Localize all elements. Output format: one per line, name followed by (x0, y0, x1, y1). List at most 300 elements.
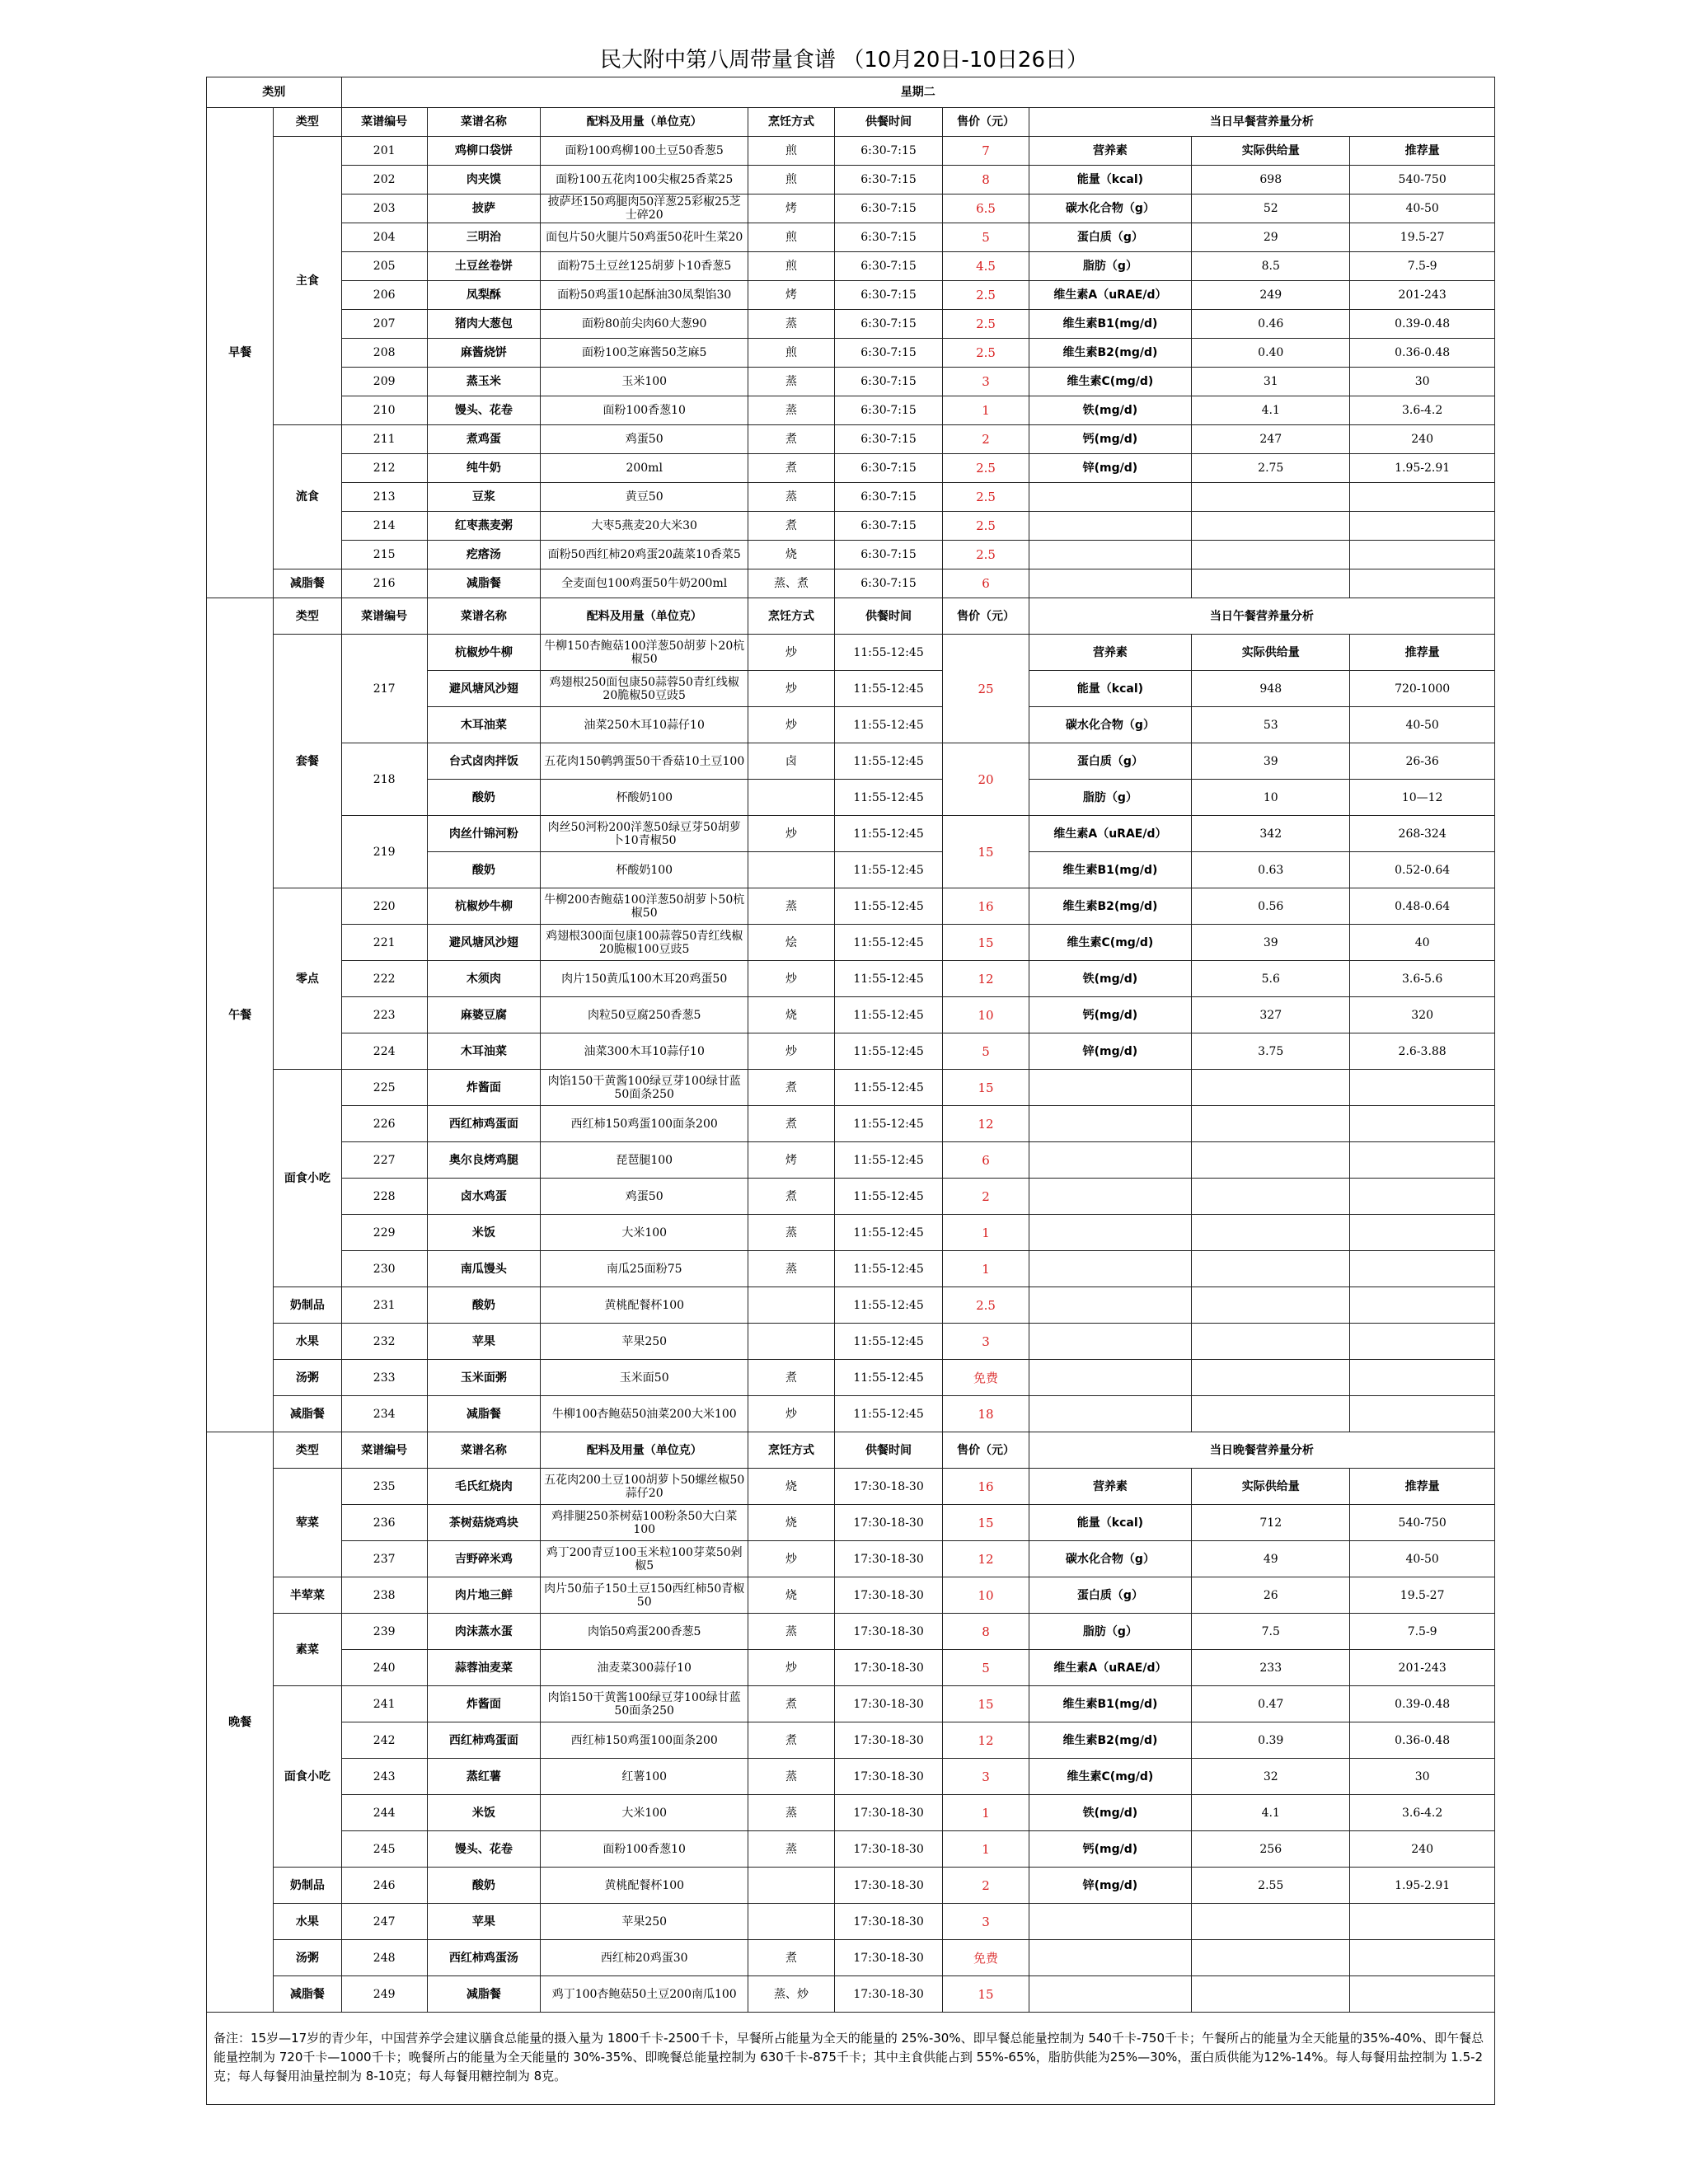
dish-time: 17:30-18-30 (834, 1831, 943, 1868)
dish-code: 227 (341, 1142, 427, 1179)
dish-time: 11:55-12:45 (834, 1033, 943, 1070)
dish-ingredients: 牛柳150杏鲍菇100洋葱50胡萝卜20杭椒50 (540, 635, 748, 671)
nutrient-header: 营养素 (1029, 137, 1192, 166)
table-row (207, 1360, 1495, 1396)
dish-method: 煎 (748, 166, 834, 194)
dish-time: 11:55-12:45 (834, 1106, 943, 1142)
dish-name: 杭椒炒牛柳 (427, 635, 540, 671)
dish-price: 10 (943, 997, 1029, 1033)
nutrient-name (1029, 483, 1192, 512)
dish-method (748, 1324, 834, 1360)
dish-ingredients: 鸡丁100杏鲍菇50土豆200南瓜100 (540, 1976, 748, 2013)
dish-ingredients: 苹果250 (540, 1324, 748, 1360)
group-type: 奶制品 (274, 1287, 341, 1324)
dish-method: 烧 (748, 997, 834, 1033)
dish-ingredients: 玉米面50 (540, 1360, 748, 1396)
dish-time: 17:30-18-30 (834, 1577, 943, 1614)
nutrient-recommended: 201-243 (1350, 281, 1495, 310)
nutrient-actual: 0.46 (1192, 310, 1350, 339)
dish-price: 20 (943, 743, 1029, 816)
nutrient-recommended (1350, 1179, 1495, 1215)
menu-table (206, 77, 1495, 2105)
group-type: 素菜 (274, 1614, 341, 1686)
dish-time: 17:30-18-30 (834, 1469, 943, 1505)
dish-code: 226 (341, 1106, 427, 1142)
nutrient-name: 维生素A（uRAE/d） (1029, 1650, 1192, 1686)
dish-ingredients: 面粉50西红柿20鸡蛋20蔬菜10香菜5 (540, 541, 748, 569)
dish-code: 245 (341, 1831, 427, 1868)
table-row (207, 1033, 1495, 1070)
group-type: 减脂餐 (274, 569, 341, 598)
dish-code: 241 (341, 1686, 427, 1722)
dish-price: 4.5 (943, 252, 1029, 281)
dish-price: 16 (943, 888, 1029, 925)
dish-time: 11:55-12:45 (834, 671, 943, 707)
dish-price: 5 (943, 1033, 1029, 1070)
table-row (207, 743, 1495, 780)
dish-name: 奥尔良烤鸡腿 (427, 1142, 540, 1179)
dish-method: 煮 (748, 1106, 834, 1142)
dish-ingredients: 200ml (540, 454, 748, 483)
dish-name: 肉片地三鲜 (427, 1577, 540, 1614)
nutrient-actual: 0.63 (1192, 852, 1350, 888)
table-row (207, 1614, 1495, 1650)
table-row (207, 925, 1495, 961)
group-type: 水果 (274, 1324, 341, 1360)
dish-price: 2.5 (943, 454, 1029, 483)
dish-price: 1 (943, 1215, 1029, 1251)
nutrient-name: 钙(mg/d) (1029, 1831, 1192, 1868)
dish-ingredients: 五花肉150鹌鹑蛋50干香菇10土豆100 (540, 743, 748, 780)
dish-price: 12 (943, 1106, 1029, 1142)
dish-method: 烤 (748, 194, 834, 223)
table-row (207, 108, 1495, 137)
dish-code: 247 (341, 1904, 427, 1940)
nutrient-recommended: 240 (1350, 1831, 1495, 1868)
nutrient-name: 钙(mg/d) (1029, 425, 1192, 454)
nutrient-name (1029, 1324, 1192, 1360)
dish-code: 229 (341, 1215, 427, 1251)
nutrient-actual: 10 (1192, 780, 1350, 816)
nutrient-actual: 342 (1192, 816, 1350, 852)
dish-method: 蒸 (748, 310, 834, 339)
dish-ingredients: 西红柿150鸡蛋100面条200 (540, 1722, 748, 1759)
dish-price: 1 (943, 1251, 1029, 1287)
nutrient-recommended: 1.95-2.91 (1350, 454, 1495, 483)
table-row (207, 1469, 1495, 1505)
nutrient-name (1029, 1360, 1192, 1396)
dish-name: 毛氏红烧肉 (427, 1469, 540, 1505)
dish-name: 鸡柳口袋饼 (427, 137, 540, 166)
dish-time: 11:55-12:45 (834, 888, 943, 925)
nutrient-recommended (1350, 1142, 1495, 1179)
dish-time: 17:30-18-30 (834, 1976, 943, 2013)
dish-method: 蒸 (748, 1251, 834, 1287)
dish-price: 2.5 (943, 310, 1029, 339)
table-row (207, 2013, 1495, 2105)
nutrient-name: 脂肪（g） (1029, 1614, 1192, 1650)
meal-label: 早餐 (207, 108, 274, 598)
dish-code: 243 (341, 1759, 427, 1795)
dish-method: 炒 (748, 1396, 834, 1432)
dish-method: 烤 (748, 281, 834, 310)
dish-time: 17:30-18-30 (834, 1505, 943, 1541)
col-header-price: 售价（元） (943, 1432, 1029, 1469)
day-header: 星期二 (341, 77, 1494, 108)
dish-name: 麻婆豆腐 (427, 997, 540, 1033)
nutrient-name: 脂肪（g） (1029, 780, 1192, 816)
dish-time: 6:30-7:15 (834, 396, 943, 425)
table-row (207, 368, 1495, 396)
nutrient-actual: 4.1 (1192, 1795, 1350, 1831)
table-row (207, 77, 1495, 108)
dish-price: 10 (943, 1577, 1029, 1614)
dish-name: 减脂餐 (427, 569, 540, 598)
nutrient-actual: 249 (1192, 281, 1350, 310)
dish-method (748, 1868, 834, 1904)
dish-code: 218 (341, 743, 427, 816)
dish-code: 246 (341, 1868, 427, 1904)
dish-code: 221 (341, 925, 427, 961)
nutrient-actual (1192, 1904, 1350, 1940)
nutrient-name: 能量（kcal) (1029, 671, 1192, 707)
dish-method: 蒸 (748, 368, 834, 396)
nutrient-actual: 49 (1192, 1541, 1350, 1577)
group-type: 减脂餐 (274, 1976, 341, 2013)
nutrient-recommended (1350, 1976, 1495, 2013)
col-header-type: 类型 (274, 598, 341, 635)
dish-time: 17:30-18-30 (834, 1904, 943, 1940)
dish-ingredients: 肉粒50豆腐250香葱5 (540, 997, 748, 1033)
dish-ingredients: 面粉80前尖肉60大葱90 (540, 310, 748, 339)
dish-name: 炸酱面 (427, 1070, 540, 1106)
dish-method: 煎 (748, 252, 834, 281)
group-type: 流食 (274, 425, 341, 569)
dish-name: 披萨 (427, 194, 540, 223)
dish-method: 煮 (748, 1686, 834, 1722)
dish-name: 南瓜馒头 (427, 1251, 540, 1287)
group-type: 套餐 (274, 635, 341, 888)
dish-method: 炒 (748, 671, 834, 707)
dish-name: 减脂餐 (427, 1976, 540, 2013)
nutrient-actual: 2.55 (1192, 1868, 1350, 1904)
dish-time: 6:30-7:15 (834, 339, 943, 368)
dish-method: 蒸 (748, 1614, 834, 1650)
nutrient-recommended: 7.5-9 (1350, 252, 1495, 281)
table-row (207, 1179, 1495, 1215)
dish-price: 5 (943, 1650, 1029, 1686)
nutrient-name (1029, 569, 1192, 598)
dish-price: 12 (943, 1541, 1029, 1577)
dish-method: 煮 (748, 1070, 834, 1106)
actual-header: 实际供给量 (1192, 137, 1350, 166)
dish-ingredients: 面包片50火腿片50鸡蛋50花叶生菜20 (540, 223, 748, 252)
dish-ingredients: 面粉100香葱10 (540, 396, 748, 425)
nutrient-recommended (1350, 1070, 1495, 1106)
col-header-name: 菜谱名称 (427, 598, 540, 635)
nutrient-actual: 233 (1192, 1650, 1350, 1686)
table-row (207, 1722, 1495, 1759)
nutrient-actual: 256 (1192, 1831, 1350, 1868)
nutrient-name (1029, 512, 1192, 541)
dish-name: 蒸红薯 (427, 1759, 540, 1795)
dish-time: 6:30-7:15 (834, 310, 943, 339)
dish-method: 蒸 (748, 1831, 834, 1868)
dish-method: 煮 (748, 454, 834, 483)
dish-code: 206 (341, 281, 427, 310)
col-header-time: 供餐时间 (834, 108, 943, 137)
dish-code: 208 (341, 339, 427, 368)
dish-ingredients: 肉馅150干黄酱100绿豆芽100绿甘蓝50面条250 (540, 1070, 748, 1106)
dish-method: 炒 (748, 1033, 834, 1070)
table-row (207, 512, 1495, 541)
dish-ingredients: 杯酸奶100 (540, 852, 748, 888)
dish-ingredients: 鸡蛋50 (540, 1179, 748, 1215)
dish-name: 红枣燕麦粥 (427, 512, 540, 541)
dish-ingredients: 面粉50鸡蛋10起酥油30凤梨馅30 (540, 281, 748, 310)
dish-time: 11:55-12:45 (834, 780, 943, 816)
col-header-time: 供餐时间 (834, 598, 943, 635)
table-row (207, 961, 1495, 997)
dish-ingredients: 肉丝50河粉200洋葱50绿豆芽50胡萝卜10青椒50 (540, 816, 748, 852)
dish-ingredients: 油菜250木耳10蒜仔10 (540, 707, 748, 743)
dish-price: 2.5 (943, 512, 1029, 541)
dish-time: 11:55-12:45 (834, 997, 943, 1033)
dish-time: 11:55-12:45 (834, 743, 943, 780)
dish-name: 减脂餐 (427, 1396, 540, 1432)
nutrient-recommended: 30 (1350, 368, 1495, 396)
dish-time: 17:30-18-30 (834, 1614, 943, 1650)
nutrient-actual (1192, 1142, 1350, 1179)
col-header-name: 菜谱名称 (427, 108, 540, 137)
nutrient-actual (1192, 1360, 1350, 1396)
nutrient-actual (1192, 569, 1350, 598)
nutrient-name: 锌(mg/d) (1029, 1033, 1192, 1070)
group-type: 零点 (274, 888, 341, 1070)
dish-code: 249 (341, 1976, 427, 2013)
nutrient-recommended: 10—12 (1350, 780, 1495, 816)
dish-method (748, 852, 834, 888)
dish-method: 炒 (748, 961, 834, 997)
dish-ingredients: 鸡蛋50 (540, 425, 748, 454)
nutrient-name: 能量（kcal) (1029, 1505, 1192, 1541)
nutrient-actual: 327 (1192, 997, 1350, 1033)
dish-ingredients: 面粉100鸡柳100土豆50香葱5 (540, 137, 748, 166)
nutrient-recommended: 40-50 (1350, 194, 1495, 223)
dish-code: 214 (341, 512, 427, 541)
table-row (207, 396, 1495, 425)
table-row (207, 1432, 1495, 1469)
dish-name: 麻酱烧饼 (427, 339, 540, 368)
nutrient-recommended: 30 (1350, 1759, 1495, 1795)
dish-name: 杭椒炒牛柳 (427, 888, 540, 925)
dish-method: 烧 (748, 1505, 834, 1541)
dish-method: 煮 (748, 1179, 834, 1215)
dish-ingredients: 玉米100 (540, 368, 748, 396)
table-row (207, 166, 1495, 194)
dish-code: 217 (341, 635, 427, 743)
nutrient-name: 维生素B1(mg/d) (1029, 852, 1192, 888)
col-header-method: 烹饪方式 (748, 108, 834, 137)
dish-method: 卤 (748, 743, 834, 780)
dish-price: 12 (943, 1722, 1029, 1759)
dish-method: 炒 (748, 1650, 834, 1686)
dish-ingredients: 琵琶腿100 (540, 1142, 748, 1179)
nutrient-recommended (1350, 1940, 1495, 1976)
dish-price: 12 (943, 961, 1029, 997)
dish-name: 玉米面粥 (427, 1360, 540, 1396)
dish-code: 244 (341, 1795, 427, 1831)
dish-time: 17:30-18-30 (834, 1541, 943, 1577)
table-row (207, 569, 1495, 598)
dish-name: 酸奶 (427, 1868, 540, 1904)
nutrient-name: 维生素A（uRAE/d） (1029, 281, 1192, 310)
nutrient-recommended: 3.6-5.6 (1350, 961, 1495, 997)
col-header-code: 菜谱编号 (341, 1432, 427, 1469)
dish-code: 240 (341, 1650, 427, 1686)
nutrient-recommended (1350, 1106, 1495, 1142)
nutrient-name: 铁(mg/d) (1029, 396, 1192, 425)
table-row (207, 194, 1495, 223)
dish-name: 馒头、花卷 (427, 1831, 540, 1868)
dish-name: 蒸玉米 (427, 368, 540, 396)
dish-time: 6:30-7:15 (834, 541, 943, 569)
table-row (207, 816, 1495, 852)
nutrient-name: 维生素C(mg/d) (1029, 368, 1192, 396)
nutrient-actual: 52 (1192, 194, 1350, 223)
table-row (207, 425, 1495, 454)
nutrient-recommended (1350, 1396, 1495, 1432)
dish-name: 木耳油菜 (427, 1033, 540, 1070)
dish-code: 203 (341, 194, 427, 223)
recommended-header: 推荐量 (1350, 1469, 1495, 1505)
nutrient-actual (1192, 1396, 1350, 1432)
dish-name: 馒头、花卷 (427, 396, 540, 425)
table-row (207, 223, 1495, 252)
nutrient-recommended (1350, 541, 1495, 569)
dish-method (748, 780, 834, 816)
dish-price: 1 (943, 396, 1029, 425)
dish-name: 台式卤肉拌饭 (427, 743, 540, 780)
nutrient-recommended (1350, 569, 1495, 598)
dish-name: 木须肉 (427, 961, 540, 997)
dish-code: 204 (341, 223, 427, 252)
analysis-title: 当日早餐营养量分析 (1029, 108, 1494, 137)
dish-method: 炒 (748, 707, 834, 743)
nutrient-name (1029, 1976, 1192, 2013)
dish-method: 蒸 (748, 1215, 834, 1251)
dish-time: 11:55-12:45 (834, 1251, 943, 1287)
nutrient-recommended (1350, 1287, 1495, 1324)
nutrient-name: 维生素C(mg/d) (1029, 925, 1192, 961)
dish-method: 煎 (748, 137, 834, 166)
dish-price: 8 (943, 1614, 1029, 1650)
dish-time: 6:30-7:15 (834, 425, 943, 454)
dish-price: 7 (943, 137, 1029, 166)
dish-code: 236 (341, 1505, 427, 1541)
actual-header: 实际供给量 (1192, 1469, 1350, 1505)
dish-ingredients: 鸡翅根300面包康100蒜蓉50青红线椒20脆椒100豆豉5 (540, 925, 748, 961)
dish-time: 17:30-18-30 (834, 1686, 943, 1722)
nutrient-actual: 2.75 (1192, 454, 1350, 483)
dish-name: 避风塘风沙翅 (427, 671, 540, 707)
dish-method: 煮 (748, 1940, 834, 1976)
col-header-price: 售价（元） (943, 108, 1029, 137)
meal-label: 午餐 (207, 598, 274, 1432)
dish-price: 2.5 (943, 1287, 1029, 1324)
dish-ingredients: 面粉75土豆丝125胡萝卜10香葱5 (540, 252, 748, 281)
table-row (207, 1904, 1495, 1940)
dish-method (748, 1904, 834, 1940)
group-type: 汤粥 (274, 1940, 341, 1976)
dish-code: 239 (341, 1614, 427, 1650)
nutrient-recommended: 7.5-9 (1350, 1614, 1495, 1650)
nutrient-actual: 712 (1192, 1505, 1350, 1541)
nutrient-recommended: 19.5-27 (1350, 223, 1495, 252)
nutrient-name: 维生素B2(mg/d) (1029, 339, 1192, 368)
table-row (207, 454, 1495, 483)
dish-name: 煮鸡蛋 (427, 425, 540, 454)
dish-name: 西红柿鸡蛋面 (427, 1106, 540, 1142)
nutrient-actual (1192, 1976, 1350, 2013)
dish-price: 25 (943, 635, 1029, 743)
nutrient-actual: 39 (1192, 925, 1350, 961)
dish-ingredients: 大枣5燕麦20大米30 (540, 512, 748, 541)
dish-code: 232 (341, 1324, 427, 1360)
dish-time: 6:30-7:15 (834, 368, 943, 396)
table-row (207, 1396, 1495, 1432)
dish-name: 酸奶 (427, 1287, 540, 1324)
col-header-time: 供餐时间 (834, 1432, 943, 1469)
dish-ingredients: 西红柿20鸡蛋30 (540, 1940, 748, 1976)
dish-name: 苹果 (427, 1904, 540, 1940)
dish-time: 6:30-7:15 (834, 454, 943, 483)
dish-method: 烧 (748, 1577, 834, 1614)
dish-name: 西红柿鸡蛋汤 (427, 1940, 540, 1976)
dish-code: 215 (341, 541, 427, 569)
nutrient-name: 碳水化合物（g） (1029, 194, 1192, 223)
dish-price: 1 (943, 1795, 1029, 1831)
dish-price: 15 (943, 1976, 1029, 2013)
recommended-header: 推荐量 (1350, 137, 1495, 166)
dish-name: 酸奶 (427, 852, 540, 888)
dish-code: 219 (341, 816, 427, 888)
dish-ingredients: 五花肉200土豆100胡萝卜50螺丝椒50蒜仔20 (540, 1469, 748, 1505)
dish-name: 疙瘩汤 (427, 541, 540, 569)
dish-price: 15 (943, 816, 1029, 888)
nutrient-actual: 698 (1192, 166, 1350, 194)
dish-price: 2.5 (943, 281, 1029, 310)
nutrient-actual: 5.6 (1192, 961, 1350, 997)
nutrient-name: 维生素B2(mg/d) (1029, 888, 1192, 925)
dish-ingredients: 披萨坯150鸡腿肉50洋葱25彩椒25芝士碎20 (540, 194, 748, 223)
nutrient-name: 蛋白质（g） (1029, 1577, 1192, 1614)
dish-code: 220 (341, 888, 427, 925)
group-type: 面食小吃 (274, 1070, 341, 1287)
nutrient-name (1029, 1904, 1192, 1940)
nutrient-recommended: 3.6-4.2 (1350, 1795, 1495, 1831)
nutrient-name: 铁(mg/d) (1029, 961, 1192, 997)
dish-price: 15 (943, 1070, 1029, 1106)
dish-code: 213 (341, 483, 427, 512)
nutrient-name (1029, 1215, 1192, 1251)
nutrient-actual: 53 (1192, 707, 1350, 743)
dish-price: 3 (943, 368, 1029, 396)
dish-time: 6:30-7:15 (834, 512, 943, 541)
dish-name: 米饭 (427, 1795, 540, 1831)
dish-name: 西红柿鸡蛋面 (427, 1722, 540, 1759)
dish-code: 242 (341, 1722, 427, 1759)
